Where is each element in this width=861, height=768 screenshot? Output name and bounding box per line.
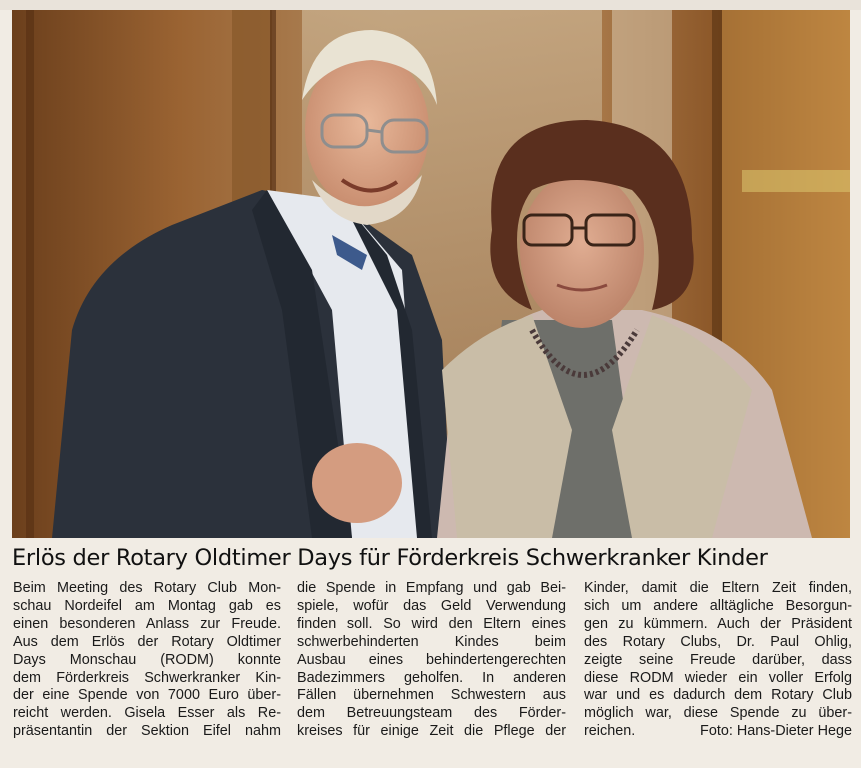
column-text-line: Ausbau eines behindertengerechten	[297, 651, 566, 668]
article-photo	[12, 10, 850, 538]
column-text-line: sich um andere alltägliche Besorgun-	[584, 597, 852, 614]
photo-credit: Foto: Hans-Dieter Hege	[700, 723, 852, 740]
column-text-line: einen besonderen Anlass zur Freude.	[13, 615, 281, 632]
column-text-line: dem Betreuungsteam des Förder-	[297, 705, 566, 722]
column-text-line: Aus dem Erlös der Rotary Oldtimer	[13, 633, 281, 650]
column-text-line: finden soll. So wird den Eltern eines	[297, 615, 566, 632]
column-text-line: schau Nordeifel am Montag gab es	[13, 597, 281, 614]
column-text-line: gen zu kümmern. Auch der Präsident	[584, 615, 852, 632]
column-text-line: zeigte seine Freude darüber, dass	[584, 651, 852, 668]
column-text-line: des Rotary Clubs, Dr. Paul Ohlig,	[584, 633, 852, 650]
column-text-line: Fällen übernehmen Schwestern aus	[297, 687, 566, 704]
column-text-line: schwerbehinderten Kindes beim	[297, 633, 566, 650]
column-text-line: kreises für einige Zeit die Pflege der	[297, 723, 566, 740]
column-text-line: Badezimmers geholfen. In anderen	[297, 669, 566, 686]
article-column-1	[13, 580, 281, 762]
article-column-2	[297, 580, 566, 762]
article-column-3	[584, 580, 852, 762]
article-headline: Erlös der Rotary Oldtimer Days für Förderkreis Schwerkranker Kinder	[12, 545, 768, 571]
closing-line	[584, 723, 852, 741]
column-text-line: möglich war, diese Spende zu über-	[584, 705, 852, 722]
column-text-line: reicht werden. Gisela Esser als Re-	[13, 705, 281, 722]
column-text-line: reichen.	[584, 723, 636, 740]
column-text-line: Days Monschau (RODM) konnte	[13, 651, 281, 668]
column-text-line: präsentantin der Sektion Eifel nahm	[13, 723, 281, 740]
column-text-line: diese RODM wieder ein voller Erfolg	[584, 669, 852, 686]
clipping-top-edge	[0, 0, 861, 10]
column-text-line: Beim Meeting des Rotary Club Mon-	[13, 580, 281, 596]
column-text-line: spiele, wofür das Geld Verwendung	[297, 597, 566, 614]
column-text-line: Kinder, damit die Eltern Zeit finden,	[584, 580, 852, 596]
column-text-line: war und es dadurch dem Rotary Club	[584, 687, 852, 704]
column-text-line: die Spende in Empfang und gab Bei-	[297, 580, 566, 596]
column-text-line: der eine Spende von 7000 Euro über-	[13, 687, 281, 704]
column-text-line: dem Förderkreis Schwerkranker Kin-	[13, 669, 281, 686]
